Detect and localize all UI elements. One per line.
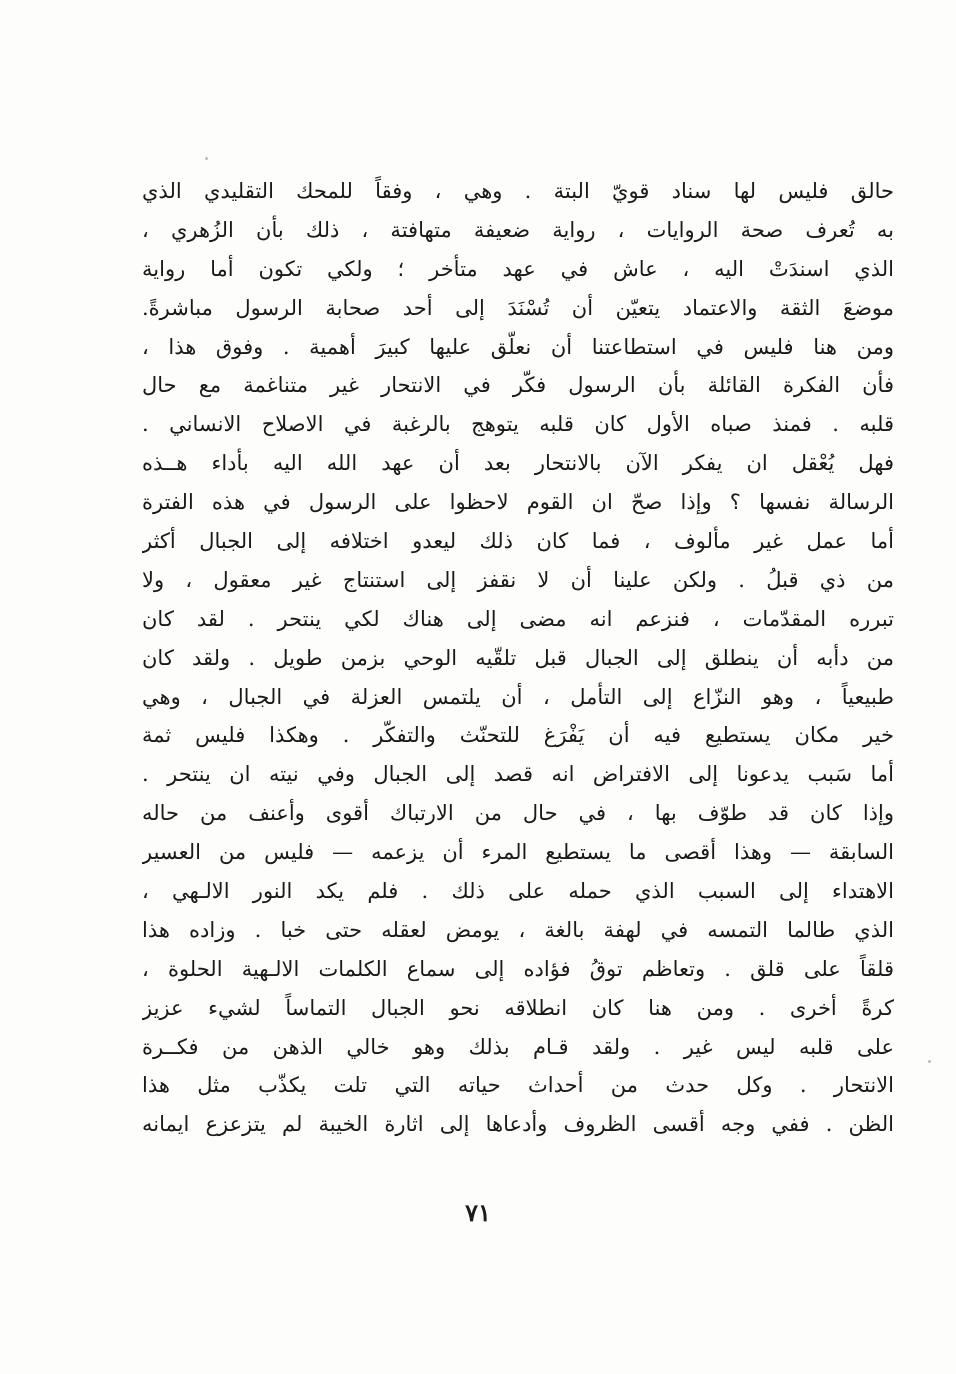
text-line: الذي اسندَتْ اليه ، عاش في عهد متأخر ؛ ولكي تكون أما رواية bbox=[142, 256, 894, 281]
text-line: وإذا كان قد طوّف بها ، في حال من الارتباك أقوى وأعنف من حاله bbox=[142, 801, 894, 826]
text-line: على قلبه ليس غير . ولقد قـام بذلك وهو خالي الذهن من فكــرة bbox=[142, 1034, 894, 1059]
text-line: حالق فليس لها سناد قويّ البتة . وهي ، وفقاً للمحك التقليدي الذي bbox=[142, 179, 894, 203]
text-line: من دأبه أن ينطلق إلى الجبال قبل تلقّيه الوحي بزمن طويل . ولقد كان bbox=[142, 645, 894, 670]
text-line: تبرره المقدّمات ، فنزعم انه مضى إلى هناك لكي ينتحر . لقد كان bbox=[142, 606, 894, 631]
text-line: من ذي قبلُ . ولكن علينا أن لا نقفز إلى استنتاج غير معقول ، ولا bbox=[142, 567, 894, 592]
text-line: خير مكان يستطيع فيه أن يَفْرَغ للتحنّث والتفكّر . وهكذا فليس ثمة bbox=[142, 723, 894, 748]
text-line: قلبه . فمنذ صباه الأول كان قلبه يتوهج بالرغبة في الاصلاح الانساني . bbox=[142, 412, 894, 437]
scan-speck bbox=[928, 1060, 931, 1063]
text-line: فأن الفكرة القائلة بأن الرسول فكّر في الانتحار غير متناغمة مع حال bbox=[142, 373, 894, 398]
page-number: ٧١ bbox=[465, 1198, 491, 1227]
text-line: السابقة — وهذا أقصى ما يستطيع المرء أن يزعمه — فليس من العسير bbox=[142, 840, 894, 865]
text-line: ومن هنا فليس في استطاعتنا أن نعلّق عليها كبيرَ أهمية . وفوق هذا ، bbox=[142, 334, 894, 359]
text-line: أما عمل غير مألوف ، فما كان ذلك ليعدو اختلافه إلى الجبال أكثر bbox=[142, 529, 894, 554]
text-line: قلقاً على قلق . وتعاظم توقُ فؤاده إلى سماع الكلمات الالـهية الحلوة ، bbox=[142, 956, 894, 981]
text-line: أما سَبب يدعونا إلى الافتراض انه قصد إلى الجبال وفي نيته ان ينتحر . bbox=[142, 762, 894, 787]
text-line: الانتحار . وكل حدث من أحداث حياته التي تلت يكذّب مثل هذا bbox=[142, 1073, 894, 1098]
text-line: موضعَ الثقة والاعتماد يتعيّن أن تُسْنَدَ إلى أحد صحابة الرسول مباشرةً. bbox=[142, 295, 894, 320]
text-line: الظن . ففي وجه أقسى الظروف وأدعاها إلى اثارة الخيبة لم يتزعزع ايمانه bbox=[142, 1112, 894, 1137]
text-line: طبيعياً ، وهو النزّاع إلى التأمل ، أن يلتمس العزلة في الجبال ، وهي bbox=[142, 684, 894, 709]
text-line: الذي طالما التمسه في لهفة بالغة ، يومض لعقله حتى خبا . وزاده هذا bbox=[142, 917, 894, 942]
text-line: الاهتداء إلى السبب الذي حمله على ذلك . فلم يكد النور الالـهي ، bbox=[142, 879, 894, 904]
text-line: كرةً أخرى . ومن هنا كان انطلاقه نحو الجبال التماساً لشيء عزيز bbox=[142, 995, 894, 1020]
scan-speck bbox=[205, 157, 208, 160]
text-line: الرسالة نفسها ؟ وإذا صحّ ان القوم لاحظوا على الرسول في هذه الفترة bbox=[142, 490, 894, 515]
text-line: به تُعرف صحة الروايات ، رواية ضعيفة متهافتة ، ذلك بأن الزُهري ، bbox=[142, 217, 894, 242]
text-line: فهل يُعْقل ان يفكر الآن بالانتحار بعد أن عهد الله اليه بأداء هــذه bbox=[142, 451, 894, 476]
body-text bbox=[142, 172, 894, 1144]
